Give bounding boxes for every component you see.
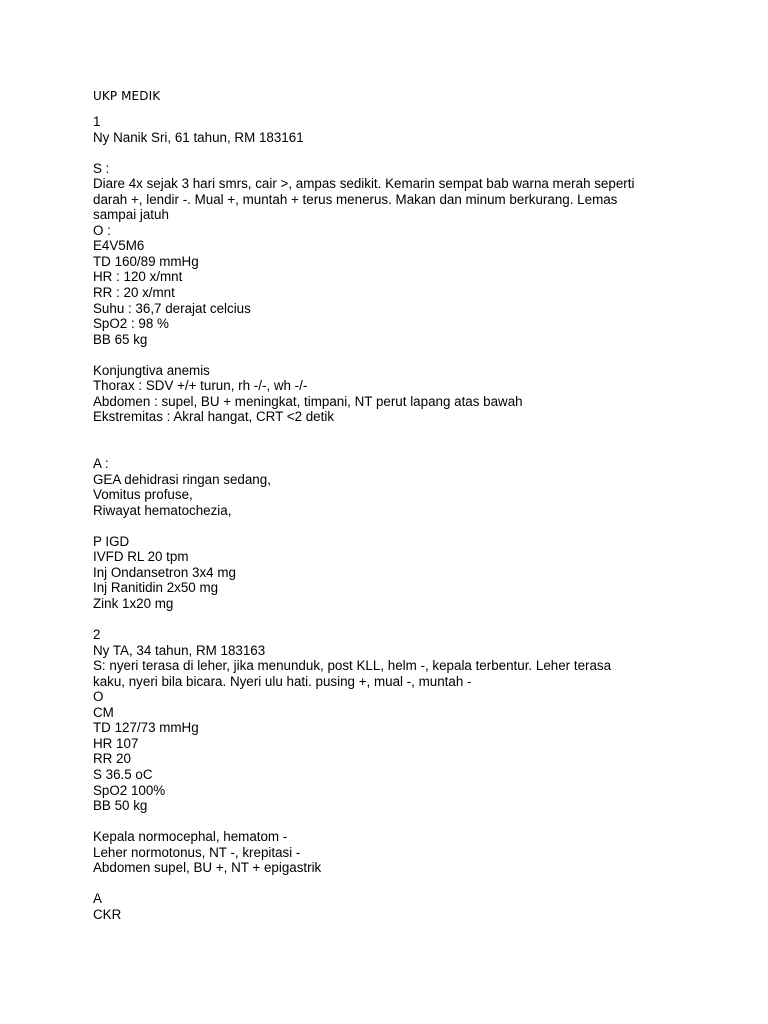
text-line: SpO2 : 98 %	[93, 316, 169, 332]
text-line: 2	[93, 627, 101, 643]
text-line: RR : 20 x/mnt	[93, 285, 175, 301]
text-line: kaku, nyeri bila bicara. Nyeri ulu hati. pusing +, mual -, muntah -	[93, 673, 472, 689]
text-line: Abdomen supel, BU +, NT + epigastrik	[93, 860, 322, 876]
text-line: E4V5M6	[93, 238, 145, 254]
text-line: Konjungtiva anemis	[93, 362, 210, 378]
text-line: S :	[93, 160, 110, 176]
text-line: GEA dehidrasi ringan sedang,	[93, 471, 271, 487]
text-line: SpO2 100%	[93, 782, 166, 798]
text-line: Ny Nanik Sri, 61 tahun, RM 183161	[93, 129, 304, 145]
text-line: IVFD RL 20 tpm	[93, 549, 189, 565]
text-line: darah +, lendir -. Mual +, muntah + terus menerus. Makan dan minum berkurang. Lemas	[93, 191, 618, 207]
text-line: CKR	[93, 906, 122, 922]
text-line: Ny TA, 34 tahun, RM 183163	[93, 642, 266, 658]
text-line: TD 127/73 mmHg	[93, 720, 199, 736]
text-line: O :	[93, 222, 111, 238]
text-line: BB 50 kg	[93, 798, 148, 814]
text-line: HR 107	[93, 735, 139, 751]
document-title: UKP MEDIK	[93, 89, 161, 103]
text-line: BB 65 kg	[93, 331, 148, 347]
text-line: Abdomen : supel, BU + meningkat, timpani, NT perut lapang atas bawah	[93, 393, 523, 409]
text-line: sampai jatuh	[93, 207, 169, 223]
text-line: Riwayat hematochezia,	[93, 502, 232, 518]
text-line: P IGD	[93, 533, 130, 549]
text-line: S: nyeri terasa di leher, jika menunduk, post KLL, helm -, kepala terbentur. Leher terasa	[93, 658, 612, 674]
text-line: TD 160/89 mmHg	[93, 253, 199, 269]
text-line: Suhu : 36,7 derajat celcius	[93, 300, 251, 316]
text-line: A	[93, 891, 102, 907]
text-line: Inj Ondansetron 3x4 mg	[93, 564, 236, 580]
text-line: Leher normotonus, NT -, krepitasi -	[93, 844, 301, 860]
text-line: Diare 4x sejak 3 hari smrs, cair >, ampas sedikit. Kemarin sempat bab warna merah seperti	[93, 176, 635, 192]
text-line: A :	[93, 456, 109, 472]
document-body	[93, 114, 683, 922]
text-line: Zink 1x20 mg	[93, 595, 174, 611]
blank-line	[93, 425, 683, 441]
text-line: 1	[93, 114, 101, 129]
text-line: S 36.5 oC	[93, 766, 153, 782]
blank-line	[93, 347, 683, 363]
text-line: Inj Ranitidin 2x50 mg	[93, 580, 219, 596]
text-line: Vomitus profuse,	[93, 487, 193, 503]
blank-line	[93, 145, 683, 161]
text-line: Ekstremitas : Akral hangat, CRT <2 detik	[93, 409, 335, 425]
blank-line	[93, 612, 683, 628]
text-line: Kepala normocephal, hematom -	[93, 829, 288, 845]
blank-line	[93, 876, 683, 892]
text-line: HR : 120 x/mnt	[93, 269, 183, 285]
text-line: O	[93, 689, 104, 705]
blank-line	[93, 814, 683, 830]
text-line: Thorax : SDV +/+ turun, rh -/-, wh -/-	[93, 378, 308, 394]
text-line: RR 20	[93, 751, 131, 767]
blank-line	[93, 440, 683, 456]
blank-line	[93, 518, 683, 534]
text-line: CM	[93, 704, 114, 720]
